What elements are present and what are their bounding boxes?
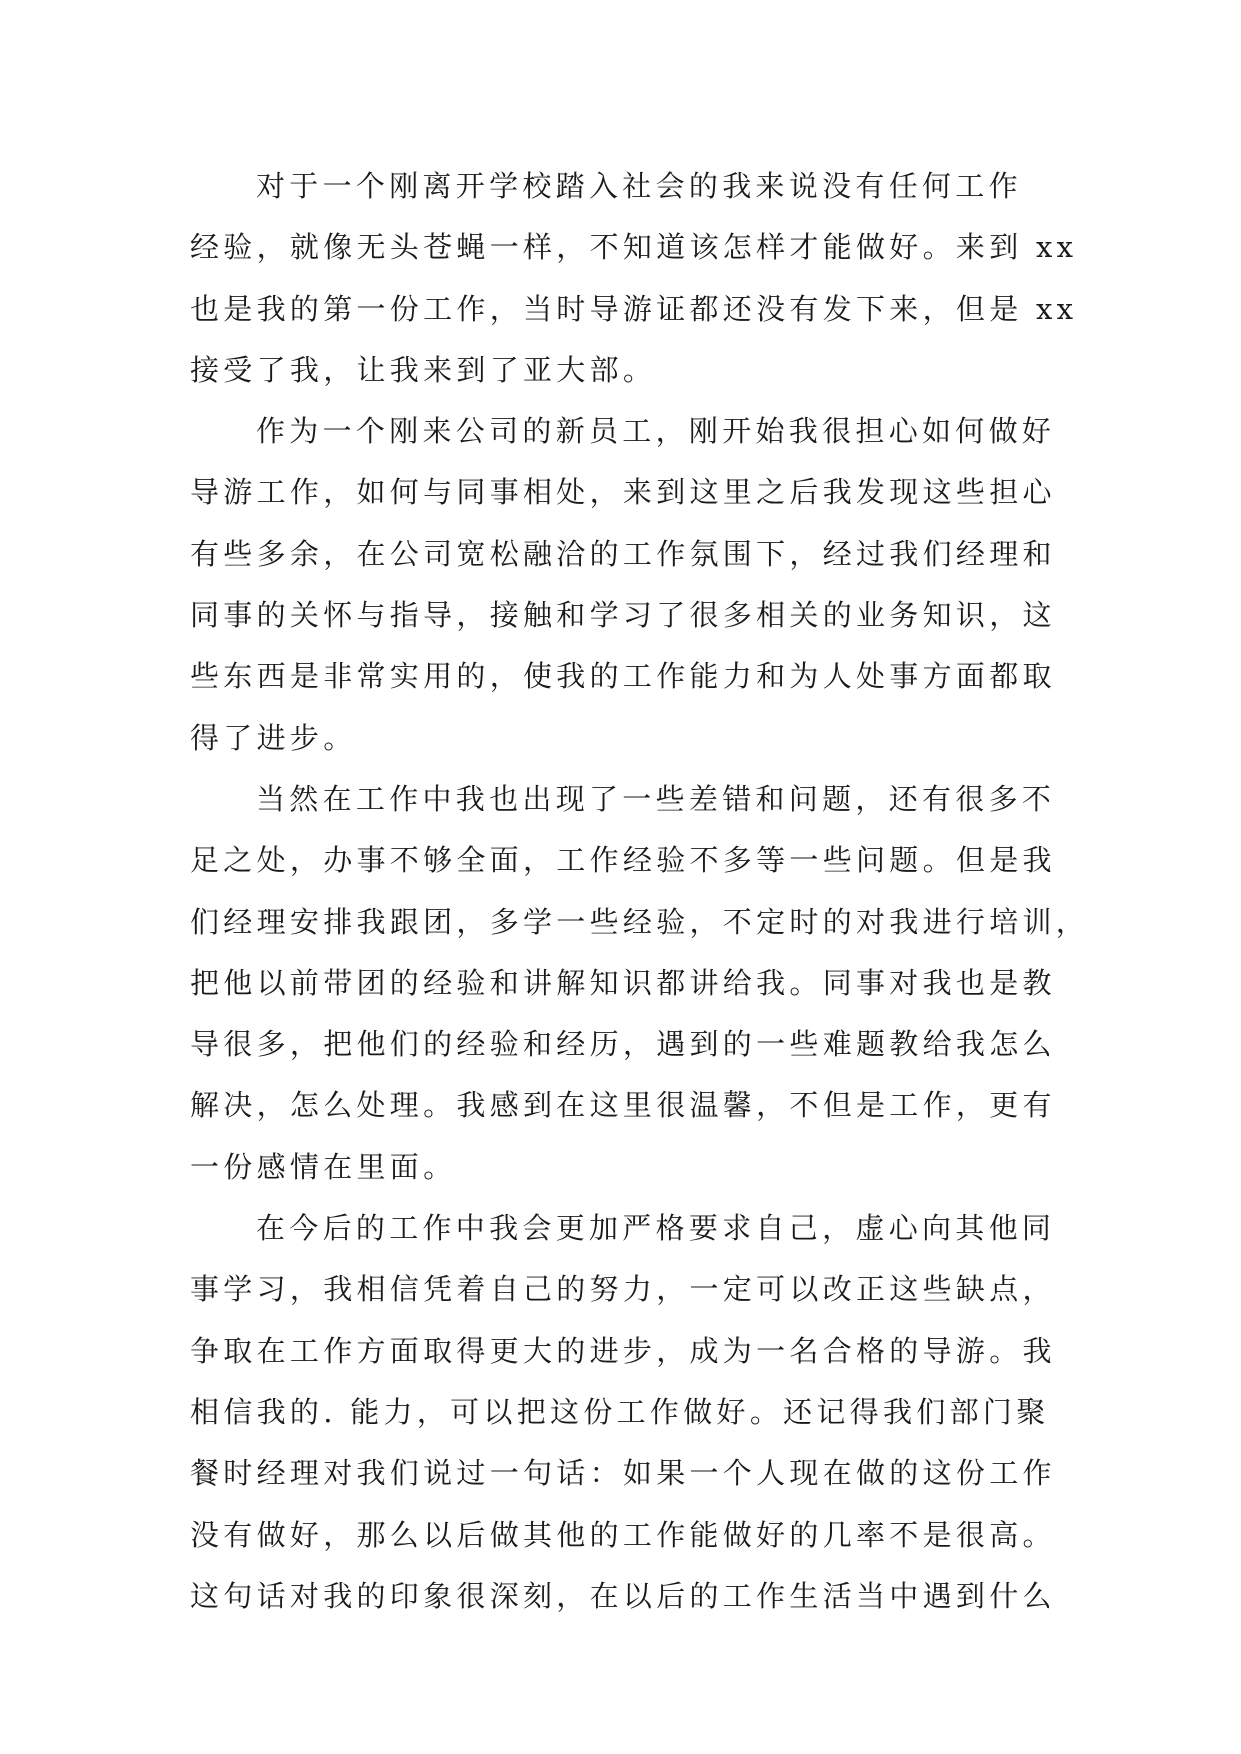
text-line: 把他以前带团的经验和讲解知识都讲给我。同事对我也是教	[190, 965, 1056, 1000]
text-line: 同事的关怀与指导，接触和学习了很多相关的业务知识，这	[190, 598, 1056, 633]
text-line: 作为一个刚来公司的新员工，刚开始我很担心如何做好	[256, 414, 1056, 449]
text-line: 些东西是非常实用的，使我的工作能力和为人处事方面都取	[190, 659, 1056, 694]
text-line: 足之处，办事不够全面，工作经验不多等一些问题。但是我	[190, 843, 1056, 878]
text-line: 对于一个刚离开学校踏入社会的我来说没有任何工作	[256, 169, 1022, 203]
document-body	[190, 156, 1090, 1627]
text-line: 餐时经理对我们说过一句话：如果一个人现在做的这份工作	[190, 1456, 1056, 1491]
text-line: 事学习，我相信凭着自己的努力，一定可以改正这些缺点，	[190, 1272, 1056, 1307]
text-line: 导很多，把他们的经验和经历，遇到的一些难题教给我怎么	[190, 1027, 1056, 1062]
text-line: 有些多余，在公司宽松融洽的工作氛围下，经过我们经理和	[190, 536, 1056, 571]
text-line: 当然在工作中我也出现了一些差错和问题，还有很多不	[256, 781, 1056, 816]
text-line: 导游工作，如何与同事相处，来到这里之后我发现这些担心	[190, 475, 1056, 510]
text-line: 得了进步。	[190, 720, 357, 755]
text-line: 解决，怎么处理。我感到在这里很温馨，不但是工作，更有	[190, 1088, 1056, 1123]
text-line: 一份感情在里面。	[190, 1149, 457, 1184]
text-line: 也是我的第一份工作，当时导游证都还没有发下来，但是 xx	[190, 291, 1078, 326]
text-line: 接受了我，让我来到了亚大部。	[190, 352, 657, 387]
text-line: 在今后的工作中我会更加严格要求自己，虚心向其他同	[256, 1211, 1056, 1246]
text-line: 这句话对我的印象很深刻，在以后的工作生活当中遇到什么	[190, 1578, 1056, 1613]
text-line: 们经理安排我跟团，多学一些经验，不定时的对我进行培训，	[190, 904, 1090, 939]
text-line: 相信我的. 能力，可以把这份工作做好。还记得我们部门聚	[190, 1394, 1050, 1429]
text-line: 争取在工作方面取得更大的进步，成为一名合格的导游。我	[190, 1333, 1056, 1368]
text-line: 没有做好，那么以后做其他的工作能做好的几率不是很高。	[190, 1517, 1056, 1552]
text-line: 经验，就像无头苍蝇一样，不知道该怎样才能做好。来到 xx	[190, 230, 1078, 265]
